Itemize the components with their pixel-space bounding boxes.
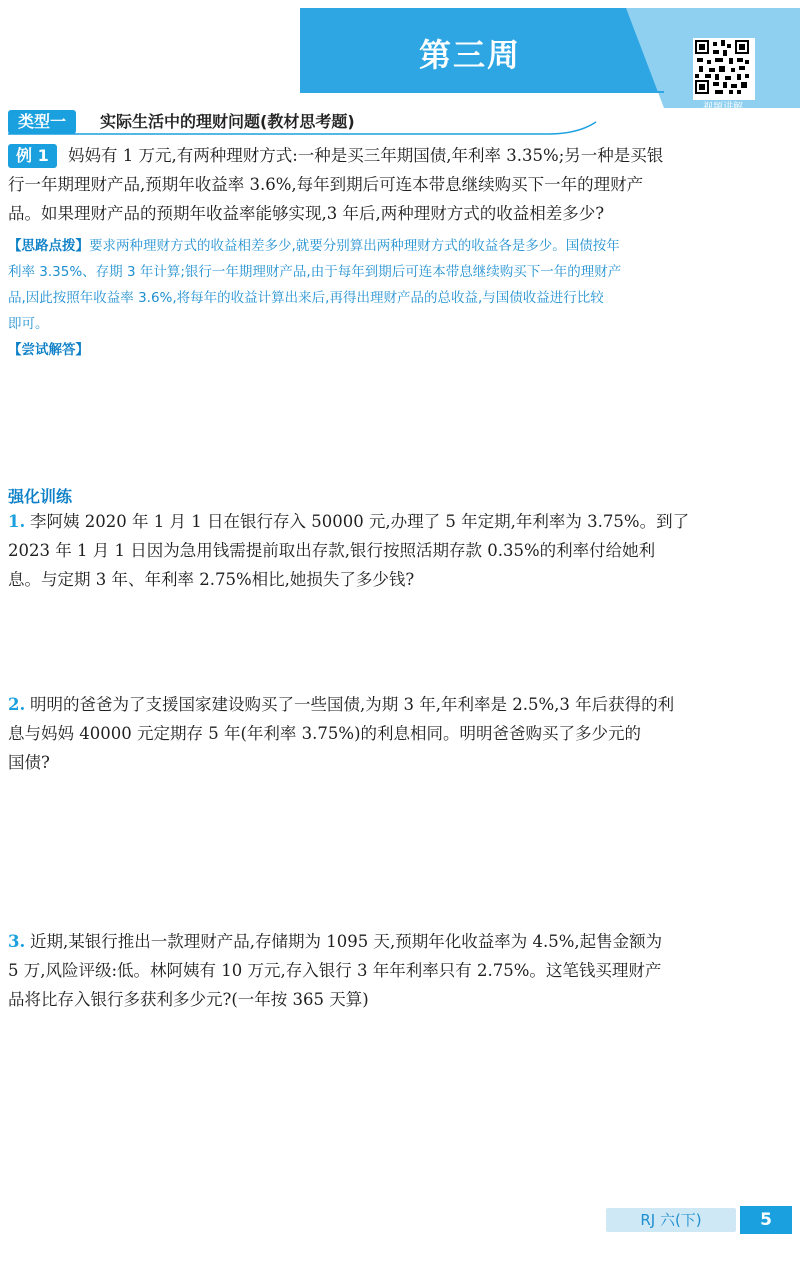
hint-block <box>8 233 792 337</box>
question-line: 品将比存入银行多获利多少元?(一年按 365 天算) <box>8 990 369 1009</box>
hint-line: 利率 3.35%、存期 3 年计算;银行一年期理财产品,由于每年到期后可连本带息继续购买下一年的理财产 <box>8 264 622 280</box>
example-line: 妈妈有 1 万元,有两种理财方式:一种是买三年期国债,年利率 3.35%;另一种是买银 <box>68 146 664 165</box>
question-1 <box>8 507 792 594</box>
question-line: 息。与定期 3 年、年利率 2.75%相比,她损失了多少钱? <box>8 570 415 589</box>
example-line: 品。如果理财产品的预期年收益率能够实现,3 年后,两种理财方式的收益相差多少? <box>8 204 605 223</box>
question-line: 息与妈妈 40000 元定期存 5 年(年利率 3.75%)的利息相同。明明爸爸购买了多少元的 <box>8 724 642 743</box>
question-line: 近期,某银行推出一款理财产品,存储期为 1095 天,预期年化收益率为 4.5%,起售金额为 <box>30 932 663 951</box>
edition-label: RJ 六(下) <box>606 1208 736 1232</box>
question-number: 1. <box>8 512 26 531</box>
qr-code-icon[interactable] <box>693 38 755 100</box>
hint-line: 要求两种理财方式的收益相差多少,就要分别算出两种理财方式的收益各是多少。国债按年 <box>89 238 620 254</box>
question-number: 2. <box>8 695 26 714</box>
qr-label: 视频讲解 <box>703 102 743 113</box>
question-3 <box>8 927 792 1014</box>
section-title: 实际生活中的理财问题(教材思考题) <box>100 112 355 131</box>
example-problem <box>8 141 792 228</box>
week-title: 第三周 <box>418 36 521 74</box>
header-banner <box>0 0 800 110</box>
question-line: 5 万,风险评级:低。林阿姨有 10 万元,存入银行 3 年年利率只有 2.75%。这笔钱买理财产 <box>8 961 662 980</box>
question-line: 明明的爸爸为了支援国家建设购买了一些国债,为期 3 年,年利率是 2.5%,3 年后获得的利 <box>30 695 675 714</box>
hint-label: 【思路点拨】 <box>8 238 89 254</box>
hint-line: 品,因此按照年收益率 3.6%,将每年的收益计算出来后,再得出理财产品的总收益,与国债收益进行比较 <box>8 290 604 306</box>
question-line: 2023 年 1 月 1 日因为急用钱需提前取出存款,银行按照活期存款 0.35%的利率付给她利 <box>8 541 656 560</box>
question-line: 李阿姨 2020 年 1 月 1 日在银行存入 50000 元,办理了 5 年定期,年利率为 3.75%。到了 <box>30 512 690 531</box>
page-number: 5 <box>740 1206 792 1234</box>
try-answer-label: 【尝试解答】 <box>8 342 89 358</box>
example-line: 行一年期理财产品,预期年收益率 3.6%,每年到期后可连本带息继续购买下一年的理财产 <box>8 175 644 194</box>
section-tag: 类型一 <box>8 110 76 134</box>
training-title: 强化训练 <box>8 487 73 506</box>
hint-line: 即可。 <box>8 316 49 332</box>
question-2 <box>8 690 792 777</box>
example-tag: 例 1 <box>8 144 57 168</box>
question-line: 国债? <box>8 753 50 772</box>
question-number: 3. <box>8 932 26 951</box>
